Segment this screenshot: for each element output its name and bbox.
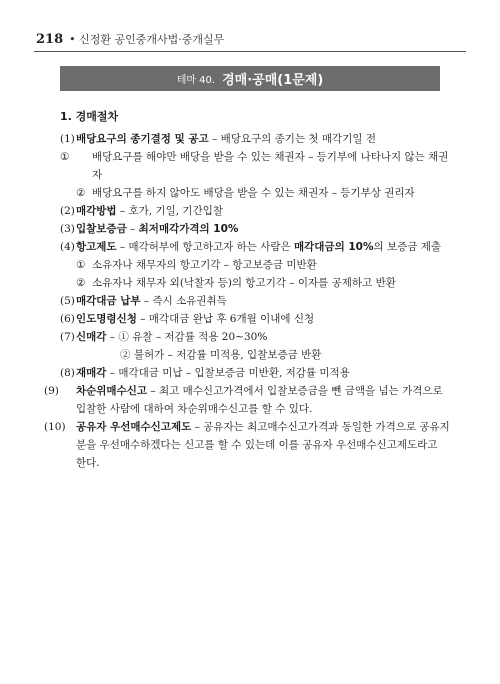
item-text: – 매각대금 미납 – 입찰보증금 미반환, 저감률 미적용 (106, 367, 350, 379)
sub-item (60, 274, 450, 292)
sub-item (60, 346, 450, 364)
list-item (44, 418, 450, 472)
page-header (36, 31, 466, 47)
list-item (60, 364, 450, 382)
list-item (60, 328, 450, 346)
header-divider (34, 51, 466, 52)
theme-banner (60, 66, 440, 91)
theme-number: 테마 40. (176, 75, 216, 86)
item-text: – 매각대금 완납 후 6개월 이내에 신청 (136, 313, 315, 325)
list-item (60, 220, 450, 238)
item-text: – ① 유찰 – 저감률 적용 20~30% (106, 331, 268, 343)
sub-item-text: 소유자나 채무자 외(낙찰자 등)의 항고기각 – 이자를 공제하고 반환 (92, 277, 396, 289)
item-keyword: 입찰보증금 (76, 223, 127, 235)
sub-item (60, 256, 450, 274)
list-item (60, 130, 450, 148)
item-number: (2) (60, 205, 75, 217)
sub-item-text: 배당요구를 해야만 배당을 받을 수 있는 채권자 – 등기부에 나타나지 않는 채권자 (92, 151, 449, 181)
item-number: (3) (60, 223, 75, 235)
item-text-2: 의 보증금 제출 (373, 241, 442, 253)
item-keyword: 재매각 (76, 367, 107, 379)
item-keyword: 매각대금 납부 (76, 295, 141, 307)
theme-title: 경매·공매(1문제) (222, 73, 324, 88)
list-item (60, 310, 450, 328)
item-number: (9) (44, 385, 59, 397)
sub-item-text: 배당요구를 하지 않아도 배당을 받을 수 있는 채권자 – 등기부상 권리자 (92, 187, 415, 199)
item-number: (4) (60, 241, 75, 253)
item-keyword: 인도명령신청 (76, 313, 137, 325)
item-keyword: 공유자 우선매수신고제도 (76, 421, 192, 433)
item-text: – 최고 매수신고가격에서 입찰보증금을 뺀 금액을 넘는 가격으로 입찰한 사람에 대하여 차순위매수신고를 할 수 있다. (76, 385, 443, 415)
item-text: – 호가, 기일, 기간입찰 (116, 205, 223, 217)
item-keyword-2: 최저매각가격의 10% (138, 223, 239, 235)
item-number: (1) (60, 133, 75, 145)
item-keyword: 차순위매수신고 (76, 385, 148, 397)
sub-item-text: 소유자나 채무자의 항고기각 – 항고보증금 미반환 (92, 259, 317, 271)
item-number: (5) (60, 295, 75, 307)
item-keyword: 배당요구의 종기결정 및 공고 (76, 133, 209, 145)
main-content (44, 108, 450, 472)
sub-item-number: ① (76, 259, 86, 271)
section-title: 1. 경매절차 (60, 110, 119, 123)
item-keyword: 매각방법 (76, 205, 117, 217)
item-text: – (126, 223, 139, 235)
item-keyword: 항고제도 (76, 241, 117, 253)
item-text: – 매각허부에 항고하고자 하는 사람은 (116, 241, 294, 253)
list-item (44, 382, 450, 418)
list-item (60, 202, 450, 220)
item-number: (6) (60, 313, 75, 325)
sub-item-number: ② (76, 277, 86, 289)
item-number: (10) (44, 421, 66, 433)
sub-item (60, 148, 450, 184)
sub-item-number: ② (76, 187, 86, 199)
page-number: 218 (36, 32, 64, 47)
list-item (60, 292, 450, 310)
item-number: (7) (60, 331, 75, 343)
item-text: – 배당요구의 종기는 첫 매각기일 전 (208, 133, 376, 145)
item-keyword-2: 매각대금의 10% (294, 241, 374, 253)
item-number: (8) (60, 367, 75, 379)
sub-item (60, 184, 450, 202)
item-text: – 즉시 소유권취득 (140, 295, 227, 307)
sub-item-number: ① (60, 151, 70, 163)
sub-item-text: ② 불허가 – 저감률 미적용, 입찰보증금 반환 (120, 349, 322, 361)
item-text: – 공유자는 최고매수신고가격과 동일한 가격으로 공유지분을 우선매수하겠다는 신고를 할 수 있는데 이를 공유자 우선매수신고제도라고 한다. (76, 421, 450, 469)
item-keyword: 신매각 (76, 331, 107, 343)
list-item (60, 238, 450, 256)
book-title: • 신정환 공인중개사법·중개실무 (69, 33, 225, 46)
